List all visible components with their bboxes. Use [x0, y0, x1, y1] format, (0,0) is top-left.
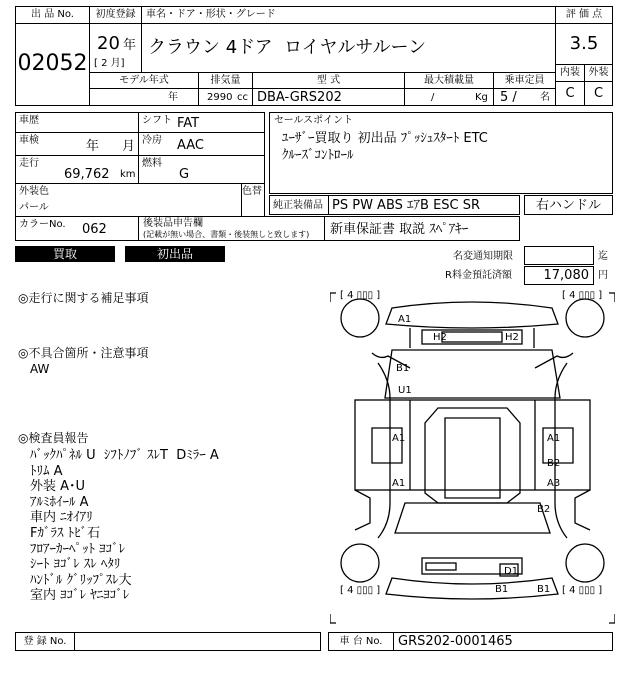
type-label: 型 式: [316, 75, 341, 86]
inspector-line: ﾌﾛｱｰｶｰﾍﾟｯﾄ ﾖｺﾞﾚ: [30, 541, 126, 557]
chassis-label-cell: [328, 632, 394, 651]
grade-value: 3.5: [569, 33, 599, 54]
inspection-cell: [15, 132, 139, 156]
reg-no-label-cell: [15, 632, 75, 651]
inspector-line: ｱﾙﾐﾎｲｰﾙ A: [30, 494, 89, 510]
type-value: DBA-GRS202: [257, 90, 342, 105]
capacity-unit: 名: [540, 92, 550, 103]
driving-remarks-title: ◎走行に関する補足事項: [18, 291, 149, 305]
interior-label: 内装: [560, 67, 580, 78]
exterior-color-label: 外装色: [19, 186, 49, 197]
damage-mark: B1: [537, 584, 551, 595]
equipment-label: 純正装備品: [273, 200, 323, 211]
model-year-label: モデル年式: [119, 75, 169, 86]
reg-no-value-cell: [74, 632, 321, 651]
mileage-unit: km: [120, 169, 136, 180]
capacity-cell: [493, 88, 556, 106]
first-reg-cell: [89, 23, 142, 73]
name-change-unit: 迄: [598, 251, 608, 262]
displacement-label-cell: [198, 72, 253, 89]
inspection-year: 年: [86, 139, 100, 154]
inspector-line: 車内 ﾆｵｲｱﾘ: [30, 510, 93, 526]
sales-point-cell: [269, 112, 613, 194]
shift-label: シフト: [142, 115, 172, 126]
damage-mark: A1: [398, 314, 412, 325]
exterior-value-cell: [584, 81, 613, 106]
exterior-label: 外装: [588, 67, 609, 78]
inspector-line: ﾄﾘﾑ A: [30, 463, 63, 479]
sales-point-label: セールスポイント: [274, 115, 354, 126]
color-no-value: 062: [82, 222, 107, 237]
capacity-value: 5 /: [500, 90, 517, 105]
max-load-label-cell: [404, 72, 494, 89]
damage-mark: U1: [398, 385, 412, 396]
damage-mark: A1: [392, 478, 406, 489]
lot-number: 02052: [17, 51, 88, 76]
first-listing-badge: 初出品: [125, 246, 225, 262]
corner-label-bl: [ 4 ▯▯▯ ]: [340, 585, 381, 596]
damage-mark: B1: [396, 363, 410, 374]
damage-mark: A1: [392, 433, 406, 444]
docs-cell: [324, 216, 520, 241]
defects-value: AW: [30, 362, 50, 376]
max-load-cell: [404, 88, 494, 106]
color-change-label: 色替: [242, 186, 262, 197]
displacement-unit: cc: [237, 92, 248, 103]
ac-value: AAC: [177, 138, 204, 153]
exterior-color-cell: [15, 183, 242, 217]
color-no-label: カラーNo.: [19, 219, 66, 230]
max-load-unit: Kg: [475, 92, 488, 103]
ac-cell: [138, 132, 265, 156]
chassis-label: 車 台 No.: [339, 636, 383, 647]
inspection-month: 月: [122, 139, 136, 154]
exterior-color-value: パール: [19, 202, 49, 213]
displacement-label: 排気量: [210, 75, 241, 86]
car-diagram: [330, 288, 615, 628]
aftermarket-note: (記載が無い場合、書類・後装無しと致します): [143, 230, 310, 239]
capacity-label: 乗車定員: [504, 75, 545, 86]
color-no-cell: [15, 216, 139, 241]
max-load-label: 最大積載量: [424, 75, 474, 86]
first-reg-month: [ 2 月]: [94, 58, 125, 69]
docs-value: 新車保証書 取説 ｽﾍﾟｱｷｰ: [330, 222, 469, 237]
model-year-label-cell: [89, 72, 199, 89]
lot-label-cell: [15, 6, 90, 24]
damage-mark: B2: [547, 458, 561, 469]
inspector-line: ﾊﾞｯｸﾊﾟﾈﾙ U ｼﾌﾄﾉﾌﾞ ｽﾚT Dﾐﾗｰ A: [30, 448, 219, 463]
mileage-label: 走行: [19, 158, 39, 169]
capacity-label-cell: [493, 72, 556, 89]
interior-value: C: [565, 86, 575, 101]
recycle-unit: 円: [598, 270, 608, 281]
vehicle-name: クラウン 4ドア ロイヤルサルーン: [148, 37, 427, 58]
fuel-cell: [138, 155, 265, 184]
inspector-line: ｼｰﾄ ﾖｺﾞﾚ ｽﾚ ﾍﾀﾘ: [30, 557, 121, 573]
recycle-value: 17,080: [543, 268, 589, 283]
steering-value: 右ハンドル: [535, 198, 601, 213]
model-year-unit: 年: [168, 92, 178, 103]
ac-label: 冷房: [142, 135, 162, 146]
color-change-cell: [241, 183, 265, 217]
inspector-line: 外装 A･U: [30, 479, 86, 495]
chassis-value: GRS202-0001465: [398, 634, 513, 649]
first-reg-label: 初度登録: [95, 9, 136, 20]
inspector-title: ◎検査員報告: [18, 431, 89, 445]
first-reg-year-unit: 年: [123, 38, 137, 53]
mileage-value: 69,762: [64, 167, 110, 182]
first-reg-year: 20: [97, 33, 120, 54]
vehicle-name-cell: [141, 23, 556, 73]
damage-mark: H2: [433, 332, 447, 343]
damage-mark: B2: [537, 504, 551, 515]
damage-mark: A3: [547, 478, 561, 489]
name-change-label: 名変通知期限: [453, 251, 513, 262]
damage-mark: H2: [505, 332, 519, 343]
aftermarket-cell: [138, 216, 325, 241]
steering-cell: [524, 195, 613, 215]
lot-label: 出 品 No.: [31, 9, 74, 20]
type-label-cell: [252, 72, 405, 89]
corner-label-br: [ 4 ▯▯▯ ]: [562, 585, 603, 596]
fuel-value: G: [179, 167, 190, 182]
vehicle-name-label: 車名・ドア・形状・グレード: [146, 9, 276, 20]
interior-value-cell: [555, 81, 585, 106]
exterior-label-cell: [584, 64, 613, 82]
mileage-cell: [15, 155, 139, 184]
grade-label: 評 価 点: [565, 9, 603, 20]
equipment-value: PS PW ABS ｴｱB ESC SR: [332, 198, 481, 213]
reg-no-label: 登 録 No.: [23, 636, 67, 647]
grade-value-cell: [555, 23, 613, 65]
displacement-cell: [198, 88, 253, 106]
vehicle-name-label-cell: [141, 6, 556, 24]
name-change-box: [524, 246, 594, 265]
damage-mark: D1: [504, 566, 519, 577]
equipment-value-cell: [328, 195, 520, 215]
inspector-line: Fｶﾞﾗｽ ﾄﾋﾞ石: [30, 525, 101, 541]
sales-point-line1: ﾕｰｻﾞｰ買取り 初出品 ﾌﾟｯｼｭｽﾀｰﾄ ETC: [282, 131, 488, 146]
fuel-label: 燃料: [142, 158, 162, 169]
chassis-value-cell: [393, 632, 613, 651]
inspector-lines: [30, 448, 320, 604]
exterior-value: C: [593, 86, 604, 101]
inspector-line: 室内 ﾖｺﾞﾚ ﾔﾆﾖｺﾞﾚ: [30, 588, 130, 604]
model-year-cell: [89, 88, 199, 106]
damage-mark: A1: [547, 433, 561, 444]
shift-value: FAT: [177, 116, 200, 131]
inspector-line: ﾊﾝﾄﾞﾙ ｸﾞﾘｯﾌﾟｽﾚ大: [30, 572, 132, 588]
inspection-label: 車検: [19, 135, 39, 146]
displacement-value: 2990: [207, 92, 233, 103]
first-reg-label-cell: [89, 6, 142, 24]
history-cell: [15, 112, 139, 133]
history-label: 車歴: [19, 115, 39, 126]
lot-number-cell: [15, 23, 90, 106]
corner-label-tl: [ 4 ▯▯▯ ]: [340, 290, 381, 301]
defects-title: ◎不具合箇所・注意事項: [18, 346, 149, 360]
buy-badge: 買取: [15, 246, 115, 262]
max-load-sep: /: [431, 92, 435, 103]
damage-mark: B1: [495, 584, 509, 595]
equipment-label-cell: [269, 195, 329, 215]
interior-label-cell: [555, 64, 585, 82]
corner-label-tr: [ 4 ▯▯▯ ]: [562, 290, 603, 301]
grade-label-cell: [555, 6, 613, 24]
type-cell: [252, 88, 405, 106]
sales-point-line2: ｸﾙｰｽﾞｺﾝﾄﾛｰﾙ: [282, 148, 354, 163]
aftermarket-label: 後装品申告欄: [143, 218, 203, 229]
shift-cell: [138, 112, 265, 133]
recycle-box: [524, 266, 594, 285]
recycle-label: R料金預託済額: [445, 270, 512, 281]
